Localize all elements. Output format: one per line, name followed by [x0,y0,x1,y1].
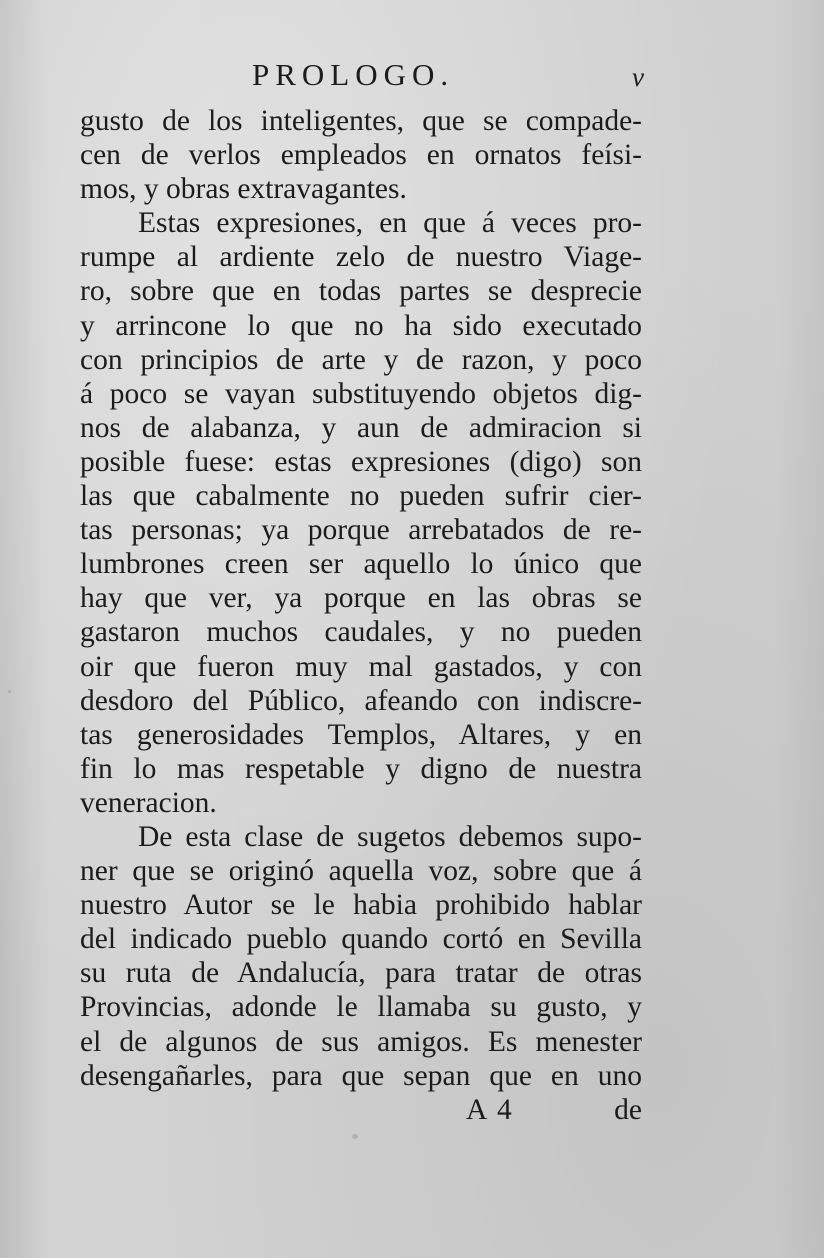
text-line: su ruta de Andalucía, para tratar de otras [80,957,642,990]
text-line: gusto de los inteligentes, que se compade- [80,105,642,137]
page-footer [80,1094,642,1134]
text-line: tas personas; ya porque arrebatados de re- [80,514,642,547]
text-line: oir que fueron muy mal gastados, y con [80,650,642,683]
page-header [80,55,644,95]
text-line: veneracion. [80,786,217,819]
text-line: hay que ver, ya porque en las obras se [80,582,642,615]
text-line: fin lo mas respetable y digno de nuestra [80,752,642,785]
ink-speck [352,1134,358,1139]
text-line: mos, y obras extravagantes. [80,173,407,206]
text-line: rumpe al ardiente zelo de nuestro Viage- [80,241,642,274]
text-line: nos de alabanza, y aun de admiracion si [80,411,642,444]
text-line: con principios de arte y de razon, y poco [80,343,642,376]
text-line: tas generosidades Templos, Altares, y en [80,718,642,751]
text-line: desengañarles, para que sepan que en uno [80,1059,642,1092]
catchword: de [614,1094,642,1126]
text-line: Provincias, adonde le llamaba su gusto, y [80,991,642,1024]
text-line: á poco se vayan substituyendo objetos dig- [80,377,642,410]
text-line: del indicado pueblo quando cortó en Sevilla [80,923,642,956]
text-line: gastaron muchos caudales, y no pueden [80,616,642,649]
text-line: nuestro Autor se le habia prohibido hablar [80,889,642,922]
text-line: De esta clase de sugetos debemos supo- [138,820,642,853]
text-line: ner que se originó aquella voz, sobre que á [80,855,642,888]
text-line: posible fuese: estas expresiones (digo) son [80,445,642,478]
page-number: v [632,62,644,92]
text-line: Estas expresiones, en que á veces pro- [138,207,642,240]
text-line: y arrincone lo que no ha sido executado [80,309,642,342]
text-line: desdoro del Público, afeando con indiscre- [80,684,642,717]
text-line: el de algunos de sus amigos. Es menester [80,1025,642,1058]
text-line: lumbrones creen ser aquello lo único que [80,548,642,581]
text-line: las que cabalmente no pueden sufrir cier- [80,480,642,513]
signature-mark: A 4 [466,1094,514,1126]
body-text [80,104,642,1093]
text-line: ro, sobre que en todas partes se desprecie [80,275,642,308]
ink-speck [8,690,11,693]
text-line: cen de verlos empleados en ornatos feísi- [80,139,642,172]
running-head: PROLOGO. [252,57,455,92]
